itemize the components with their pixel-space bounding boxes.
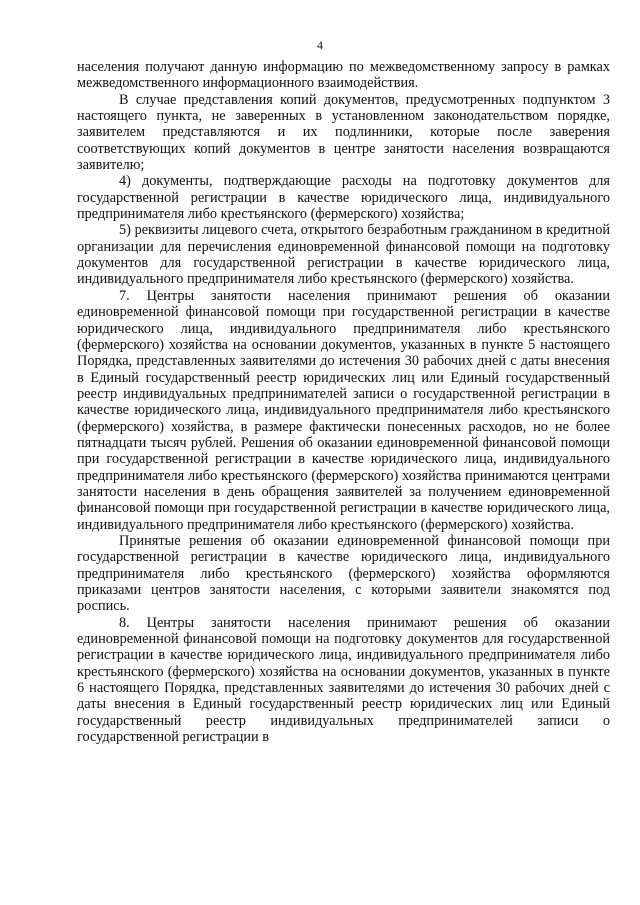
paragraph: населения получают данную информацию по межведомственному запросу в рамках межведомственного информационного взаимодействия. xyxy=(77,59,610,92)
paragraph: 5) реквизиты лицевого счета, открытого безработным гражданином в кредитной организации для перечисления единовременной финансовой помощи на подготовку документов для государственной регистрации в качестве юридического лица, индивидуального предпринимателя либо крестьянского (фермерского) хозяйства. xyxy=(77,222,610,288)
paragraph: В случае представления копий документов, предусмотренных подпунктом 3 настоящего пункта, не заверенных в установленном законодательством порядке, заявителем представляются и их подлинники, которые после заверения соответствующих копий документов в центре занятости населения возвращаются заявителю; xyxy=(77,91,610,174)
paragraph: 7. Центры занятости населения принимают решения об оказании единовременной финансовой помощи при государственной регистрации в качестве юридического лица, индивидуального предпринимателя либо крестьянского (фермерского) хозяйства на основании документов, указанных в пункте 5 настоящего Порядка, представленных заявителями до истечения 30 рабочих дней с даты внесения в Единый государственный реестр юридических лиц или Единый государственный реестр индивидуальных предпринимателей записи о государственной регистрации в качестве юридического лица, индивидуального предпринимателя либо крестьянского (фермерского) хозяйства, в размере фактически понесенных расходов, но не более пятнадцати тысяч рублей. Решения об оказании единовременной финансовой помощи при государственной регистрации в качестве юридического лица, индивидуального предпринимателя либо крестьянского (фермерского) хозяйства принимаются центрами занятости населения в день обращения заявителей за получением единовременной финансовой помощи при государственной регистрации в качестве юридического лица, индивидуального предпринимателя либо крестьянского (фермерского) хозяйства. xyxy=(77,287,610,533)
paragraph: 8. Центры занятости населения принимают решения об оказании единовременной финансовой помощи на подготовку документов для государственной регистрации в качестве юридического лица, индивидуального предпринимателя либо крестьянского (фермерского) хозяйства на основании документов, указанных в пункте 6 настоящего Порядка, представленных заявителями до истечения 30 рабочих дней с даты внесения в Единый государственный реестр юридических лиц или Единый государственный реестр индивидуальных предпринимателей записи о государственной регистрации в xyxy=(77,614,610,746)
document-body xyxy=(77,59,610,745)
paragraph: 4) документы, подтверждающие расходы на подготовку документов для государственной регистрации в качестве юридического лица, индивидуального предпринимателя либо крестьянского (фермерского) хозяйства; xyxy=(77,173,610,223)
page-number: 4 xyxy=(317,38,323,52)
paragraph: Принятые решения об оказании единовременной финансовой помощи при государственной регистрации в качестве юридического лица, индивидуального предпринимателя либо крестьянского (фермерского) хозяйства оформляются приказами центров занятости населения, с которыми заявители знакомятся под роспись. xyxy=(77,532,610,615)
